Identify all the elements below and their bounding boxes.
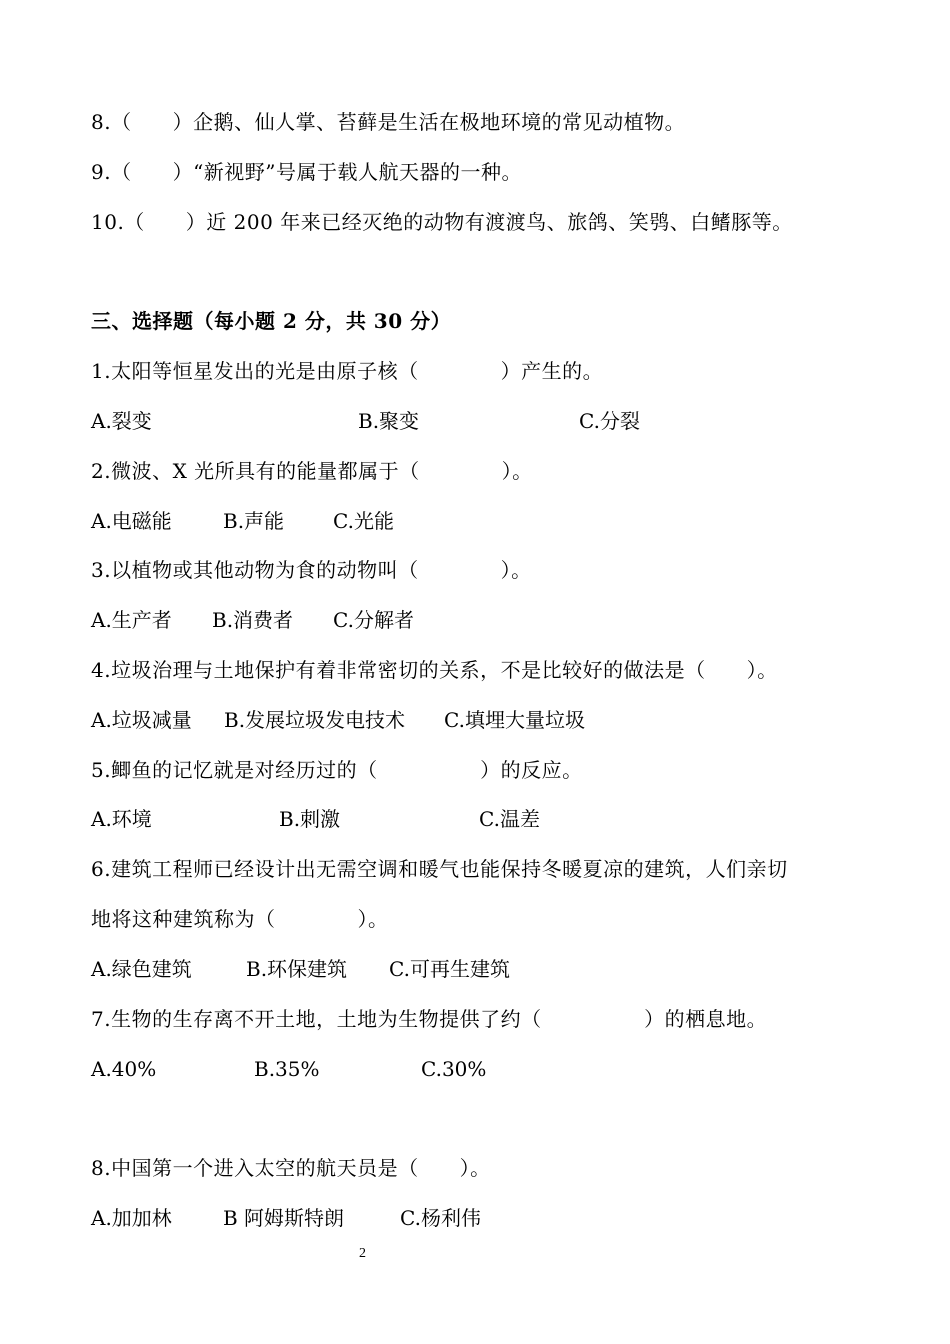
option-c: C.分解者 (333, 608, 414, 632)
option-b: B.35% (254, 1057, 320, 1081)
question-8-stem: 8.中国第一个进入太空的航天员是（ ）。 (91, 1156, 491, 1180)
question-5-options (91, 805, 891, 833)
option-b: B.聚变 (358, 409, 420, 433)
option-b: B.刺激 (279, 807, 341, 831)
question-7-options (91, 1055, 891, 1083)
option-c: C.填埋大量垃圾 (444, 708, 585, 732)
option-a: A.裂变 (91, 409, 152, 433)
option-b: B.消费者 (212, 608, 294, 632)
option-a: A.垃圾减量 (91, 708, 192, 732)
question-4-options (91, 706, 891, 734)
question-3-options (91, 606, 891, 634)
option-a: A.绿色建筑 (91, 957, 192, 981)
option-a: A.电磁能 (91, 509, 172, 533)
question-7-stem: 7.生物的生存离不开土地，土地为生物提供了约（ ）的栖息地。 (91, 1007, 768, 1031)
option-a: A.加加林 (91, 1206, 172, 1230)
option-c: C.可再生建筑 (389, 957, 510, 981)
question-1-options (91, 407, 891, 435)
question-6-stem-line-2: 地将这种建筑称为（ ）。 (91, 907, 389, 931)
option-b: B.环保建筑 (246, 957, 348, 981)
question-2-options (91, 507, 891, 535)
tf-question-10: 10.（ ）近 200 年来已经灭绝的动物有渡渡鸟、旅鸽、笑鸮、白鳍豚等。 (91, 210, 793, 234)
question-6-options (91, 955, 891, 983)
option-a: A.40% (91, 1057, 157, 1081)
tf-question-9: 9.（ ）“新视野”号属于载人航天器的一种。 (91, 160, 523, 184)
option-c: C.光能 (333, 509, 394, 533)
option-a: A.环境 (91, 807, 152, 831)
option-b: B.发展垃圾发电技术 (224, 708, 406, 732)
option-c: C.温差 (479, 807, 540, 831)
question-2-stem: 2.微波、X 光所具有的能量都属于（ ）。 (91, 459, 533, 483)
option-c: C.杨利伟 (400, 1206, 481, 1230)
question-4-stem: 4.垃圾治理与土地保护有着非常密切的关系，不是比较好的做法是（ ）。 (91, 658, 778, 682)
option-a: A.生产者 (91, 608, 172, 632)
section-title: 三、选择题（每小题 2 分，共 30 分） (91, 309, 452, 333)
option-c: C.30% (421, 1057, 487, 1081)
option-c: C.分裂 (579, 409, 640, 433)
tf-question-8: 8.（ ）企鹅、仙人掌、苔藓是生活在极地环境的常见动植物。 (91, 110, 686, 134)
question-8-options (91, 1204, 891, 1232)
question-1-stem: 1.太阳等恒星发出的光是由原子核（ ）产生的。 (91, 359, 604, 383)
question-3-stem: 3.以植物或其他动物为食的动物叫（ ）。 (91, 558, 532, 582)
option-b: B 阿姆斯特朗 (223, 1206, 345, 1230)
option-b: B.声能 (223, 509, 285, 533)
page-number: 2 (359, 1246, 366, 1261)
question-6-stem-line-1: 6.建筑工程师已经设计出无需空调和暖气也能保持冬暖夏凉的建筑，人们亲切 (91, 857, 788, 881)
question-5-stem: 5.鲫鱼的记忆就是对经历过的（ ）的反应。 (91, 758, 583, 782)
